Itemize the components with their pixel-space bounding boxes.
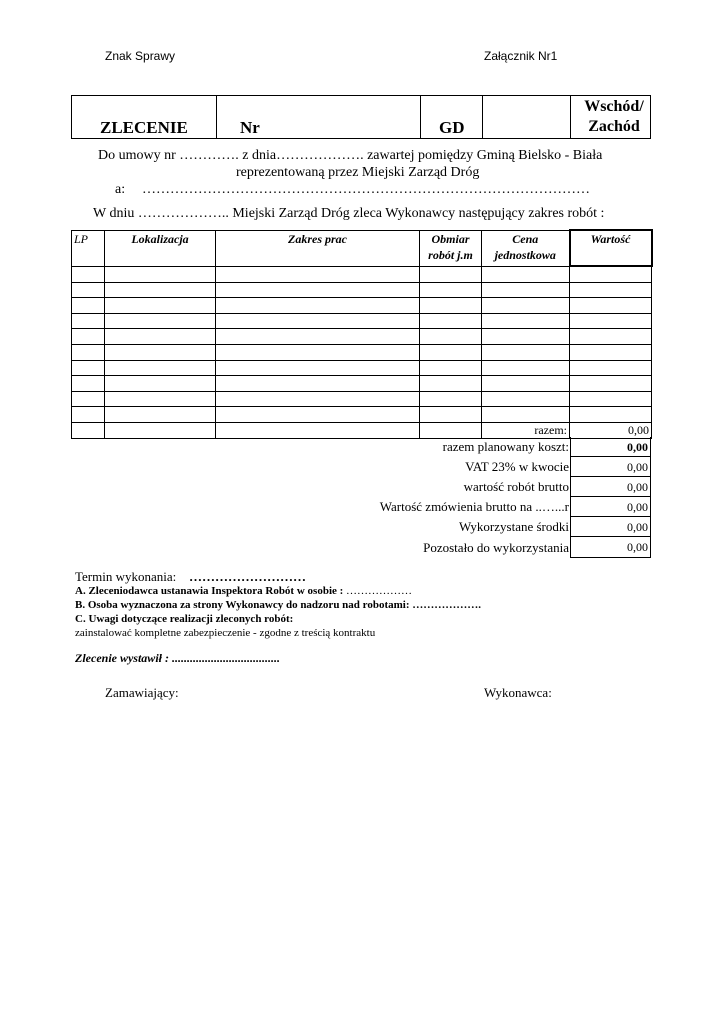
table-row xyxy=(72,360,652,376)
total-row xyxy=(72,422,652,438)
remaining-value: 0,00 xyxy=(570,537,651,558)
representation-line: reprezentowaną przez Miejski Zarząd Dróg xyxy=(236,165,480,180)
vat-value: 0,00 xyxy=(570,457,651,477)
used-funds-value: 0,00 xyxy=(570,517,651,537)
deadline-label: Termin wykonania: xyxy=(75,569,177,584)
order-value: 0,00 xyxy=(570,497,651,517)
col-scope: Zakres prac xyxy=(216,230,420,266)
supervisor-line: B. Osoba wyznaczona za strony Wykonawcy do nadzoru nad robotami: ………………. xyxy=(75,599,482,611)
table-row xyxy=(72,282,652,298)
remarks-label: C. Uwagi dotyczące realizacji zleconych robót: xyxy=(75,613,294,625)
order-header-box xyxy=(71,95,651,139)
remaining-label: Pozostało do wykorzystania xyxy=(423,540,569,555)
gross-value: 0,00 xyxy=(570,477,651,497)
address-dots: …………………………………………………………………………………… xyxy=(142,182,590,197)
planned-cost-label: razem planowany koszt: xyxy=(442,439,569,454)
client-label: Zamawiający: xyxy=(105,685,179,700)
contractor-label: Wykonawca: xyxy=(484,685,552,700)
attachment-label: Załącznik Nr1 xyxy=(484,49,558,63)
total-value: 0,00 xyxy=(570,422,652,438)
deadline-dots: ……………………… xyxy=(189,569,306,584)
table-row xyxy=(72,313,652,329)
table-row xyxy=(72,298,652,314)
direction-line1: Wschód/ xyxy=(584,98,644,115)
table-header-row xyxy=(72,230,652,266)
order-title: ZLECENIE xyxy=(100,118,188,137)
vat-label: VAT 23% w kwocie xyxy=(465,459,569,474)
col-measure: Obmiar robót j.m xyxy=(420,230,482,266)
table-row xyxy=(72,376,652,392)
remarks-text: zainstalować kompletne zabezpieczenie - zgodne z treścią kontraktu xyxy=(75,627,376,639)
issued-by-line: Zlecenie wystawił : .................................... xyxy=(75,651,280,665)
used-funds-label: Wykorzystane środki xyxy=(458,519,569,534)
works-table xyxy=(71,229,653,439)
col-value: Wartość xyxy=(570,230,652,266)
table-row xyxy=(72,329,652,345)
table-row xyxy=(72,266,652,282)
inspector-line: A. Zleceniodawca ustanawia Inspektora Robót w osobie : ……………… xyxy=(75,585,413,597)
col-lp: LP xyxy=(72,230,105,266)
total-label: razem: xyxy=(482,422,570,438)
gd-label: GD xyxy=(439,118,465,137)
table-row xyxy=(72,344,652,360)
case-number-label: Znak Sprawy xyxy=(105,49,176,63)
order-value-label: Wartość zmówienia brutto na ..…...r xyxy=(379,499,569,514)
direction-line2: Zachód xyxy=(588,118,640,135)
col-unit-price: Cena jednostkowa xyxy=(482,230,570,266)
address-prefix: a: xyxy=(115,182,126,197)
order-number-label: Nr xyxy=(240,118,260,137)
table-row xyxy=(72,391,652,407)
contract-line: Do umowy nr …………. z dnia………………. zawartej pomiędzy Gminą Bielsko - Biała xyxy=(98,148,603,163)
scope-intro-line: W dniu ……………….. Miejski Zarząd Dróg zleca Wykonawcy następujący zakres robót : xyxy=(93,206,605,221)
table-row xyxy=(72,407,652,423)
col-location: Lokalizacja xyxy=(105,230,216,266)
gross-label: wartość robót brutto xyxy=(463,479,569,494)
planned-cost-value: 0,00 xyxy=(570,437,651,457)
